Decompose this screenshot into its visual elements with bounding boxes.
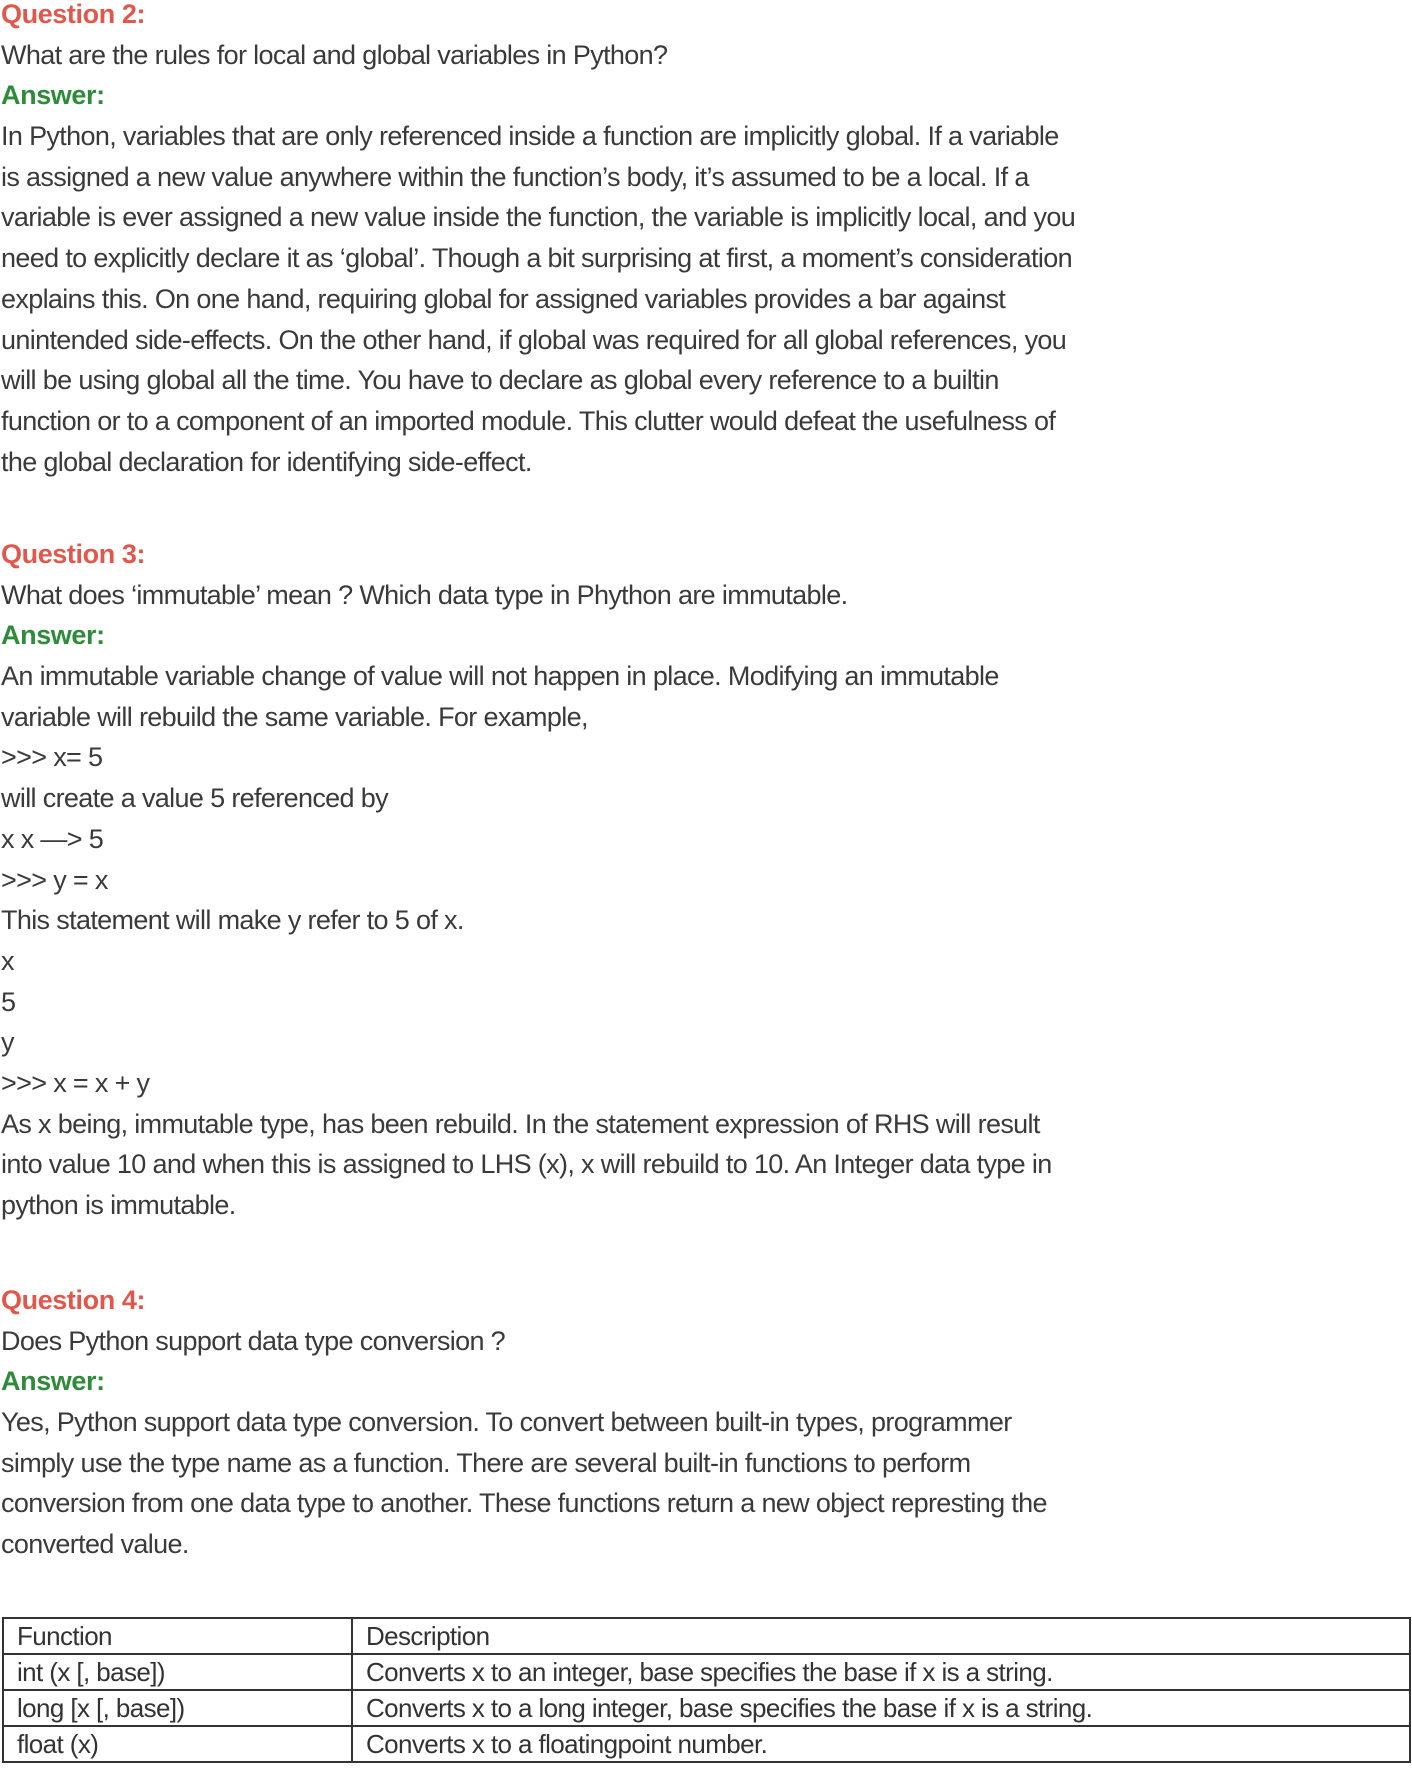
answer-line: Yes, Python support data type conversion. To convert between built-in types, programmer [1,1407,1012,1438]
answer-line: is assigned a new value anywhere within the function’s body, it’s assumed to be a local. If a [1,161,1029,192]
answer-line: will be using global all the time. You have to declare as global every reference to a builtin [1,365,999,396]
table-row [3,1690,1410,1726]
table-row [3,1726,1410,1762]
question-heading: Question 3: [1,539,146,569]
answer-line: conversion from one data type to another. These functions return a new object represting the [1,1488,1047,1519]
question-heading: Question 2: [1,0,146,29]
code-line: >>> x = x + y [1,1067,150,1098]
table-cell-description: Converts x to an integer, base specifies the base if x is a string. [352,1654,1410,1690]
question-text: What does ‘immutable’ mean ? Which data type in Phython are immutable. [1,579,848,610]
question-3-section [1,534,1412,1226]
answer-line: unintended side-effects. On the other hand, if global was required for all global references, you [1,324,1067,355]
answer-line: variable is ever assigned a new value inside the function, the variable is implicitly local, and you [1,202,1076,233]
table-header-row [3,1618,1410,1654]
question-2-section [1,0,1412,482]
question-heading: Question 4: [1,1285,146,1315]
code-line: >>> y = x [1,864,108,895]
conversion-functions-table [2,1617,1411,1763]
table-header-cell: Function [3,1618,352,1654]
question-text: What are the rules for local and global variables in Python? [1,39,668,70]
answer-line: into value 10 and when this is assigned to LHS (x), x will rebuild to 10. An Integer data type in [1,1149,1052,1180]
code-line: y [1,1027,14,1058]
answer-line: As x being, immutable type, has been rebuild. In the statement expression of RHS will result [1,1108,1040,1139]
answer-line: converted value. [1,1529,189,1560]
answer-line: the global declaration for identifying side-effect. [1,446,532,477]
answer-line: explains this. On one hand, requiring global for assigned variables provides a bar against [1,283,1006,314]
answer-heading: Answer: [1,1366,105,1397]
answer-line: python is immutable. [1,1190,236,1220]
answer-heading: Answer: [1,80,105,111]
answer-line: simply use the type name as a function. There are several built-in functions to perform [1,1447,971,1478]
answer-line: will create a value 5 referenced by [1,783,388,814]
table-cell-description: Converts x to a long integer, base specifies the base if x is a string. [352,1690,1410,1726]
table-header-cell: Description [352,1618,1410,1654]
table-row [3,1654,1410,1690]
question-4-section [1,1280,1412,1565]
code-line: >>> x= 5 [1,742,103,773]
answer-line: This statement will make y refer to 5 of x. [1,905,464,936]
table-cell-function: float (x) [3,1726,352,1762]
table-cell-function: int (x [, base]) [3,1654,352,1690]
table-cell-function: long [x [, base]) [3,1690,352,1726]
code-line: x x —> 5 [1,823,104,854]
answer-line: need to explicitly declare it as ‘global’. Though a bit surprising at first, a moment’s consideration [1,243,1072,274]
answer-line: In Python, variables that are only referenced inside a function are implicitly global. If a variable [1,121,1059,152]
answer-line: An immutable variable change of value will not happen in place. Modifying an immutable [1,661,999,692]
code-line: 5 [1,986,16,1017]
answer-line: function or to a component of an imported module. This clutter would defeat the usefulness of [1,405,1056,436]
code-line: x [1,945,14,976]
table-cell-description: Converts x to a floatingpoint number. [352,1726,1410,1762]
question-text: Does Python support data type conversion ? [1,1325,506,1356]
answer-line: variable will rebuild the same variable. For example, [1,701,588,732]
answer-heading: Answer: [1,620,105,651]
